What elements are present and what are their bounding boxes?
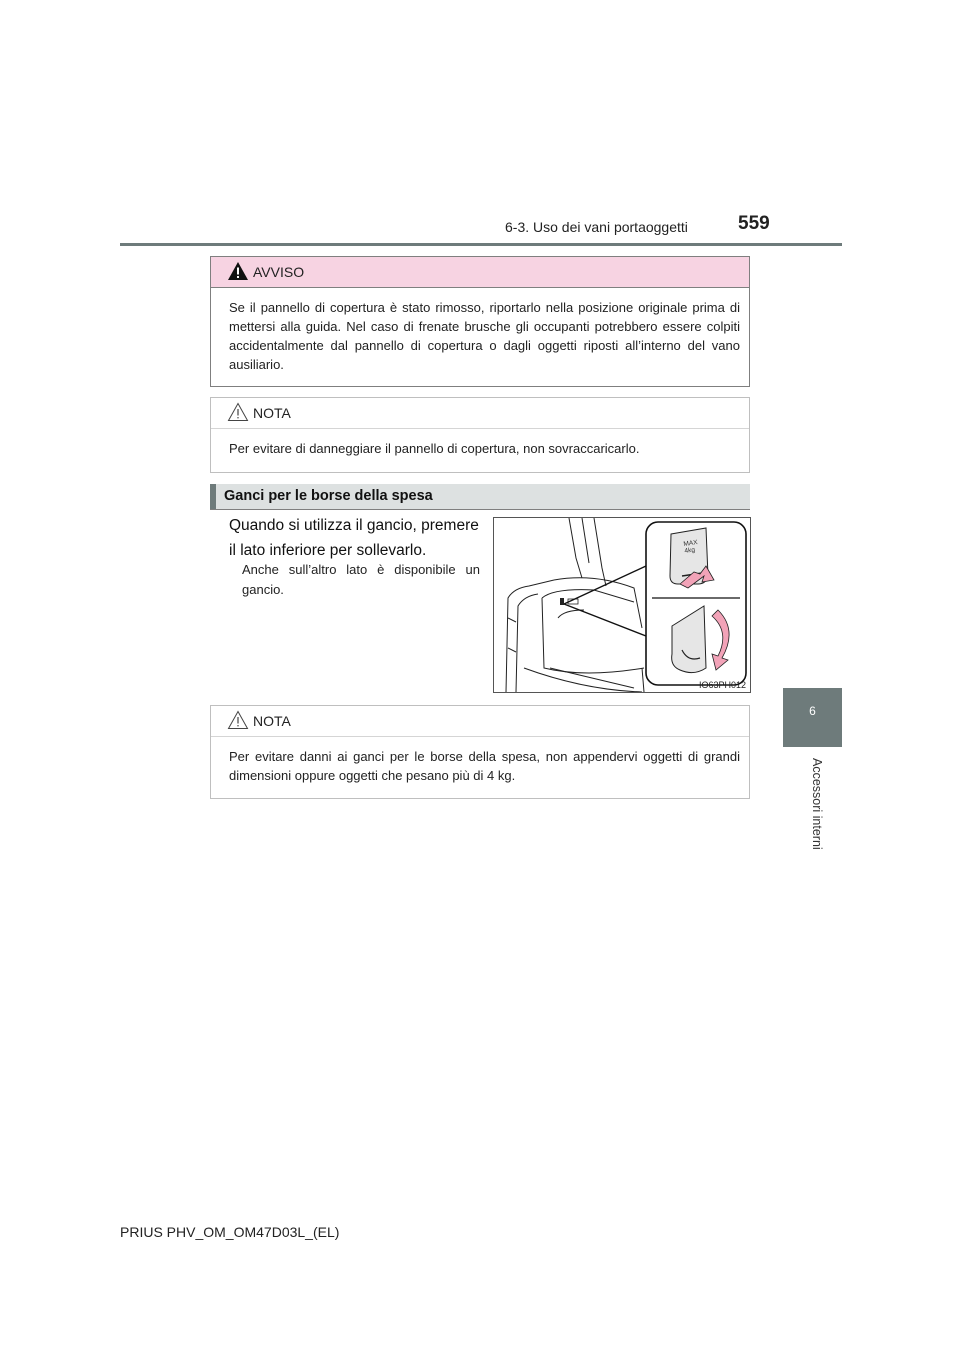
trunk-drawing [494, 518, 750, 692]
warning-text: Se il pannello di copertura è stato rimosso, riportarlo nella posizione originale prima di mettersi alla guida. Nel caso di frenate brusche gli occupanti potrebbero essere colpiti accidentalmente dal pannello di copertura o dagli oggetti riposti all’interno del vano ausiliario. [229, 300, 740, 372]
header-divider [120, 243, 842, 246]
section-heading [210, 484, 750, 510]
note-title: NOTA [253, 405, 291, 421]
page-number: 559 [738, 213, 770, 234]
hook-max-label-line2: 4kg [684, 546, 696, 555]
note-box [210, 397, 750, 473]
note-box-2 [210, 705, 750, 799]
document-footer: PRIUS PHV_OM_OM47D03L_(EL) [120, 1224, 340, 1240]
chapter-number: 6 [809, 704, 816, 718]
caution-triangle-icon [227, 402, 249, 422]
hook-max-label [683, 539, 699, 555]
chapter-tab [783, 688, 842, 747]
chapter-label: Accessori interni [810, 758, 824, 850]
caution-triangle-icon-2 [227, 710, 249, 730]
hook-max-label-line1: MAX [683, 539, 699, 548]
illustration-code: IO63PH012 [698, 680, 746, 690]
section-title: 6-3. Uso dei vani portaoggetti [505, 219, 688, 235]
instruction-subtext: Anche sull’altro lato è disponibile un gancio. [242, 562, 480, 597]
warning-header [211, 257, 749, 288]
note-text: Per evitare di danneggiare il pannello di copertura, non sovraccaricarlo. [229, 441, 640, 456]
section-heading-text: Ganci per le borse della spesa [224, 488, 433, 504]
hook-illustration [493, 517, 751, 693]
warning-triangle-icon [227, 261, 249, 281]
note-title-2: NOTA [253, 713, 291, 729]
note-header [211, 398, 749, 429]
note-header-2 [211, 706, 749, 737]
section-heading-bar [210, 484, 216, 509]
warning-box [210, 256, 750, 387]
note-text-2: Per evitare danni ai ganci per le borse della spesa, non appendervi oggetti di grandi dimensioni oppure oggetti che pesano più di 4 kg. [229, 749, 740, 783]
instruction-text: Quando si utilizza il gancio, premere il lato inferiore per sollevarlo. [229, 517, 479, 559]
warning-title: AVVISO [253, 264, 305, 280]
